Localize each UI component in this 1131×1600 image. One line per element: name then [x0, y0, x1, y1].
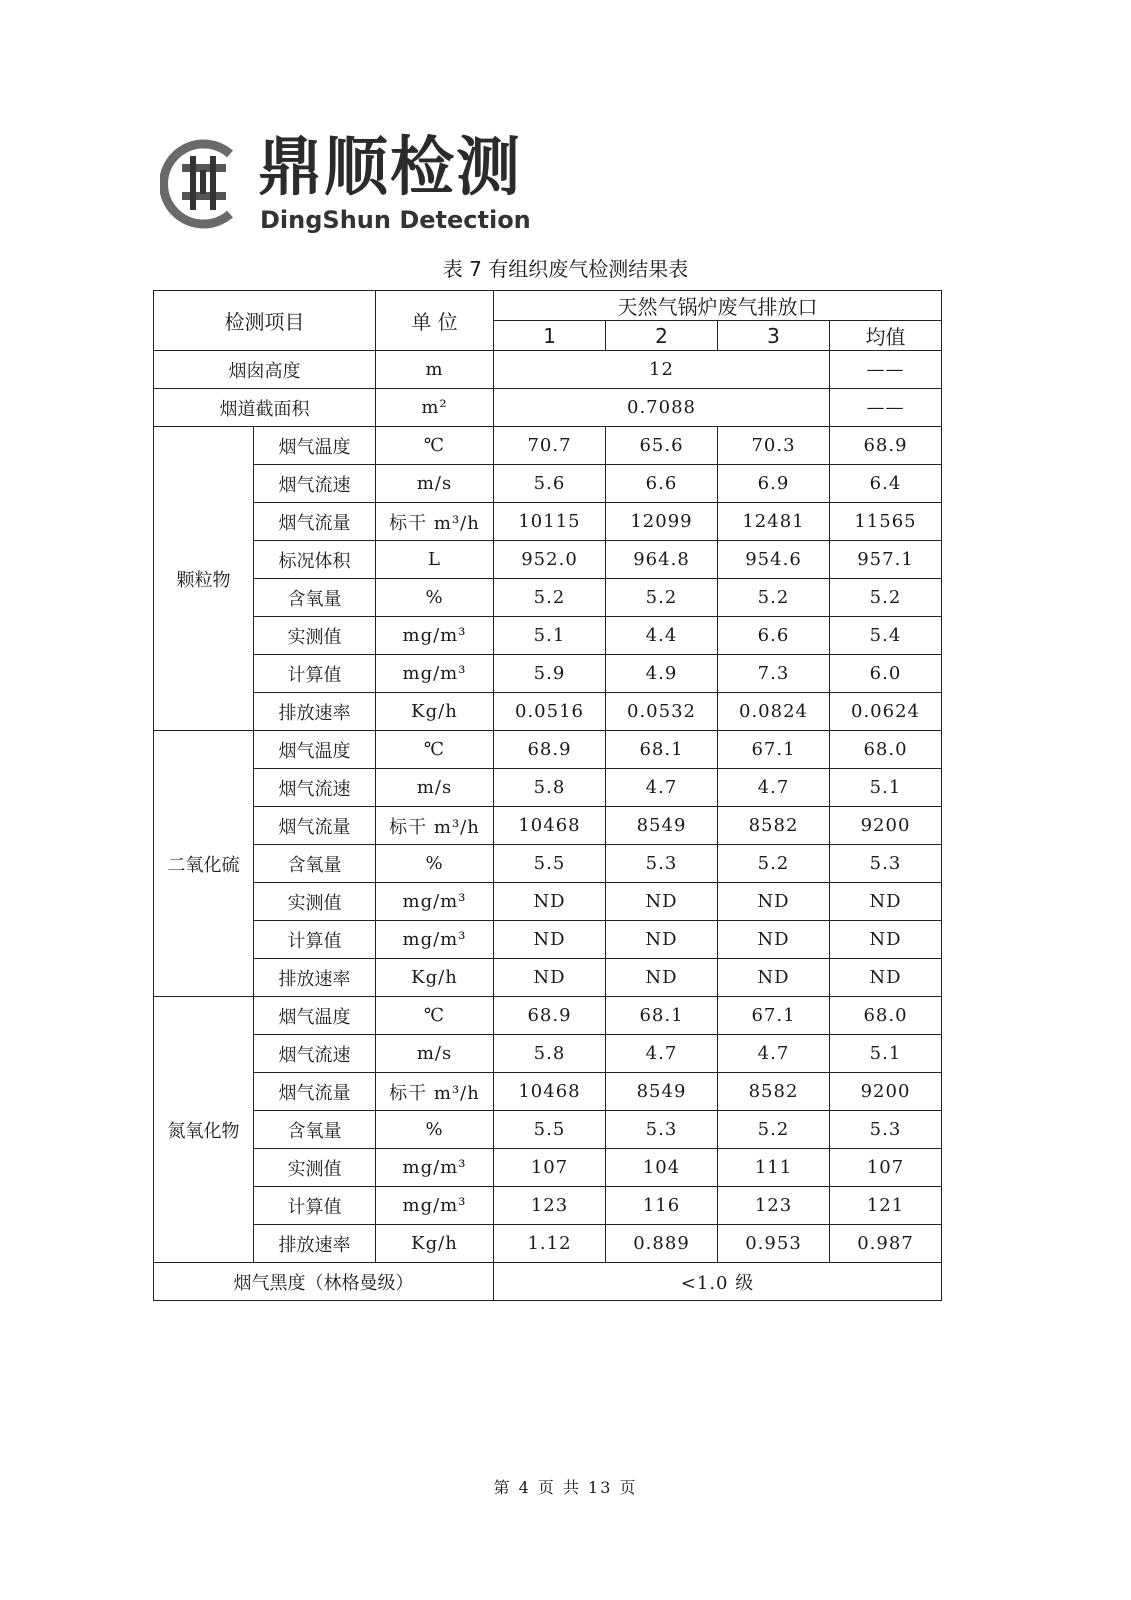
unit-cell: 标干 m³/h: [376, 1073, 494, 1111]
unit-cell: 标干 m³/h: [376, 503, 494, 541]
sample-1-value: 123: [494, 1187, 606, 1225]
sample-1-value: 1.12: [494, 1225, 606, 1263]
sample-2-value: ND: [606, 883, 718, 921]
sample-2-value: 8549: [606, 807, 718, 845]
table-row: [154, 579, 942, 617]
table-row: [154, 1111, 942, 1149]
parameter-label: 烟气流量: [254, 503, 376, 541]
sample-3-value: 6.9: [718, 465, 830, 503]
table-caption: 表 7 有组织废气检测结果表: [442, 257, 689, 281]
average-value: 957.1: [830, 541, 942, 579]
unit-cell: m/s: [376, 465, 494, 503]
duct-area-avg: ——: [830, 389, 942, 427]
sample-2-value: 6.6: [606, 465, 718, 503]
sample-3-value: 70.3: [718, 427, 830, 465]
unit-cell: ℃: [376, 997, 494, 1035]
sample-1-value: 107: [494, 1149, 606, 1187]
parameter-label: 烟气流量: [254, 1073, 376, 1111]
pollutant-group-label: 氮氧化物: [154, 997, 254, 1263]
sample-1-value: 5.9: [494, 655, 606, 693]
sample-1-value: ND: [494, 959, 606, 997]
header-row-1: [154, 291, 942, 321]
parameter-label: 含氧量: [254, 845, 376, 883]
unit-cell: %: [376, 579, 494, 617]
stack-height-label: 烟囱高度: [154, 351, 376, 389]
table-row: [154, 845, 942, 883]
average-value: ND: [830, 921, 942, 959]
average-value: 68.0: [830, 997, 942, 1035]
sample-3-value: 123: [718, 1187, 830, 1225]
table-row: [154, 503, 942, 541]
sample-2-value: 68.1: [606, 731, 718, 769]
header-col-avg: 均值: [830, 321, 942, 351]
sample-3-value: 5.2: [718, 579, 830, 617]
sample-1-value: 5.5: [494, 845, 606, 883]
sample-1-value: 0.0516: [494, 693, 606, 731]
sample-3-value: 8582: [718, 807, 830, 845]
sample-2-value: 104: [606, 1149, 718, 1187]
sample-3-value: 4.7: [718, 1035, 830, 1073]
sample-2-value: 5.3: [606, 845, 718, 883]
parameter-label: 烟气温度: [254, 731, 376, 769]
average-value: 5.1: [830, 1035, 942, 1073]
average-value: 5.3: [830, 845, 942, 883]
sample-1-value: 70.7: [494, 427, 606, 465]
sample-2-value: 12099: [606, 503, 718, 541]
unit-cell: mg/m³: [376, 655, 494, 693]
sample-1-value: 68.9: [494, 731, 606, 769]
table-row: [154, 807, 942, 845]
table-row: [154, 693, 942, 731]
header-outlet: 天然气锅炉废气排放口: [494, 291, 942, 321]
average-value: 6.0: [830, 655, 942, 693]
page-number: 第 4 页 共 13 页: [493, 1478, 638, 1497]
unit-cell: ℃: [376, 427, 494, 465]
sample-3-value: 6.6: [718, 617, 830, 655]
blackness-value: <1.0 级: [494, 1263, 942, 1301]
sample-1-value: 10468: [494, 1073, 606, 1111]
sample-2-value: 0.0532: [606, 693, 718, 731]
sample-1-value: 5.1: [494, 617, 606, 655]
sample-2-value: 68.1: [606, 997, 718, 1035]
results-table: [153, 290, 942, 1301]
sample-3-value: ND: [718, 883, 830, 921]
unit-cell: %: [376, 845, 494, 883]
company-logo: [160, 130, 531, 240]
parameter-label: 计算值: [254, 921, 376, 959]
parameter-label: 烟气温度: [254, 997, 376, 1035]
parameter-label: 烟气流速: [254, 1035, 376, 1073]
sample-3-value: 8582: [718, 1073, 830, 1111]
parameter-label: 含氧量: [254, 1111, 376, 1149]
unit-cell: 标干 m³/h: [376, 807, 494, 845]
parameter-label: 实测值: [254, 883, 376, 921]
unit-cell: mg/m³: [376, 617, 494, 655]
sample-3-value: ND: [718, 921, 830, 959]
table-row: [154, 617, 942, 655]
sample-3-value: 5.2: [718, 1111, 830, 1149]
sample-1-value: 10115: [494, 503, 606, 541]
sample-2-value: 4.9: [606, 655, 718, 693]
stack-height-value: 12: [494, 351, 830, 389]
brand-name-cn: 鼎顺检测: [258, 131, 522, 205]
header-item: 检测项目: [154, 291, 376, 351]
parameter-label: 烟气流速: [254, 465, 376, 503]
average-value: ND: [830, 883, 942, 921]
sample-1-value: 68.9: [494, 997, 606, 1035]
average-value: 5.4: [830, 617, 942, 655]
unit-cell: m/s: [376, 1035, 494, 1073]
unit-cell: mg/m³: [376, 921, 494, 959]
parameter-label: 烟气流速: [254, 769, 376, 807]
duct-area-value: 0.7088: [494, 389, 830, 427]
average-value: 0.987: [830, 1225, 942, 1263]
average-value: 11565: [830, 503, 942, 541]
sample-2-value: ND: [606, 959, 718, 997]
sample-2-value: 8549: [606, 1073, 718, 1111]
parameter-label: 排放速率: [254, 959, 376, 997]
average-value: 0.0624: [830, 693, 942, 731]
unit-cell: Kg/h: [376, 693, 494, 731]
average-value: 68.0: [830, 731, 942, 769]
dingshun-logo-icon: [160, 134, 246, 234]
average-value: 5.1: [830, 769, 942, 807]
unit-cell: %: [376, 1111, 494, 1149]
average-value: 9200: [830, 807, 942, 845]
unit-cell: Kg/h: [376, 959, 494, 997]
table-row: [154, 959, 942, 997]
unit-cell: m/s: [376, 769, 494, 807]
table-row: [154, 769, 942, 807]
table-row: [154, 541, 942, 579]
average-value: 121: [830, 1187, 942, 1225]
parameter-label: 标况体积: [254, 541, 376, 579]
sample-1-value: ND: [494, 921, 606, 959]
sample-1-value: 5.6: [494, 465, 606, 503]
table-row: [154, 655, 942, 693]
sample-3-value: 67.1: [718, 997, 830, 1035]
average-value: 5.2: [830, 579, 942, 617]
sample-2-value: 0.889: [606, 1225, 718, 1263]
parameter-label: 实测值: [254, 1149, 376, 1187]
unit-cell: L: [376, 541, 494, 579]
parameter-label: 排放速率: [254, 693, 376, 731]
average-value: 68.9: [830, 427, 942, 465]
unit-cell: mg/m³: [376, 883, 494, 921]
table-row: [154, 731, 942, 769]
header-col-3: 3: [718, 321, 830, 351]
blackness-label: 烟气黑度（林格曼级）: [154, 1263, 494, 1301]
average-value: 5.3: [830, 1111, 942, 1149]
sample-1-value: 5.8: [494, 1035, 606, 1073]
sample-2-value: 4.7: [606, 769, 718, 807]
duct-area-label: 烟道截面积: [154, 389, 376, 427]
average-value: 107: [830, 1149, 942, 1187]
sample-1-value: 10468: [494, 807, 606, 845]
sample-2-value: 4.4: [606, 617, 718, 655]
unit-cell: mg/m³: [376, 1149, 494, 1187]
parameter-label: 烟气温度: [254, 427, 376, 465]
sample-1-value: 5.5: [494, 1111, 606, 1149]
average-value: 6.4: [830, 465, 942, 503]
sample-3-value: 111: [718, 1149, 830, 1187]
stack-height-unit: m: [376, 351, 494, 389]
table-row: [154, 427, 942, 465]
table-row: [154, 1035, 942, 1073]
sample-2-value: ND: [606, 921, 718, 959]
sample-1-value: 952.0: [494, 541, 606, 579]
table-row: [154, 1149, 942, 1187]
parameter-label: 含氧量: [254, 579, 376, 617]
header-col-1: 1: [494, 321, 606, 351]
sample-2-value: 5.3: [606, 1111, 718, 1149]
table-row: [154, 883, 942, 921]
average-value: ND: [830, 959, 942, 997]
sample-3-value: 0.953: [718, 1225, 830, 1263]
parameter-label: 计算值: [254, 655, 376, 693]
duct-area-row: [154, 389, 942, 427]
table-row: [154, 1225, 942, 1263]
parameter-label: 计算值: [254, 1187, 376, 1225]
parameter-label: 排放速率: [254, 1225, 376, 1263]
sample-3-value: ND: [718, 959, 830, 997]
average-value: 9200: [830, 1073, 942, 1111]
sample-2-value: 964.8: [606, 541, 718, 579]
stack-height-avg: ——: [830, 351, 942, 389]
sample-2-value: 116: [606, 1187, 718, 1225]
unit-cell: mg/m³: [376, 1187, 494, 1225]
sample-1-value: ND: [494, 883, 606, 921]
sample-3-value: 5.2: [718, 845, 830, 883]
sample-3-value: 0.0824: [718, 693, 830, 731]
sample-3-value: 7.3: [718, 655, 830, 693]
table-row: [154, 1073, 942, 1111]
parameter-label: 烟气流量: [254, 807, 376, 845]
unit-cell: Kg/h: [376, 1225, 494, 1263]
table-row: [154, 465, 942, 503]
sample-2-value: 5.2: [606, 579, 718, 617]
sample-3-value: 954.6: [718, 541, 830, 579]
pollutant-group-label: 颗粒物: [154, 427, 254, 731]
sample-3-value: 12481: [718, 503, 830, 541]
stack-height-row: [154, 351, 942, 389]
sample-1-value: 5.2: [494, 579, 606, 617]
header-unit: 单 位: [376, 291, 494, 351]
sample-2-value: 4.7: [606, 1035, 718, 1073]
duct-area-unit: m²: [376, 389, 494, 427]
sample-1-value: 5.8: [494, 769, 606, 807]
pollutant-group-label: 二氧化硫: [154, 731, 254, 997]
table-row: [154, 997, 942, 1035]
sample-2-value: 65.6: [606, 427, 718, 465]
unit-cell: ℃: [376, 731, 494, 769]
sample-3-value: 67.1: [718, 731, 830, 769]
blackness-row: [154, 1263, 942, 1301]
brand-name-en: DingShun Detection: [260, 206, 531, 234]
parameter-label: 实测值: [254, 617, 376, 655]
header-col-2: 2: [606, 321, 718, 351]
table-row: [154, 921, 942, 959]
table-row: [154, 1187, 942, 1225]
sample-3-value: 4.7: [718, 769, 830, 807]
